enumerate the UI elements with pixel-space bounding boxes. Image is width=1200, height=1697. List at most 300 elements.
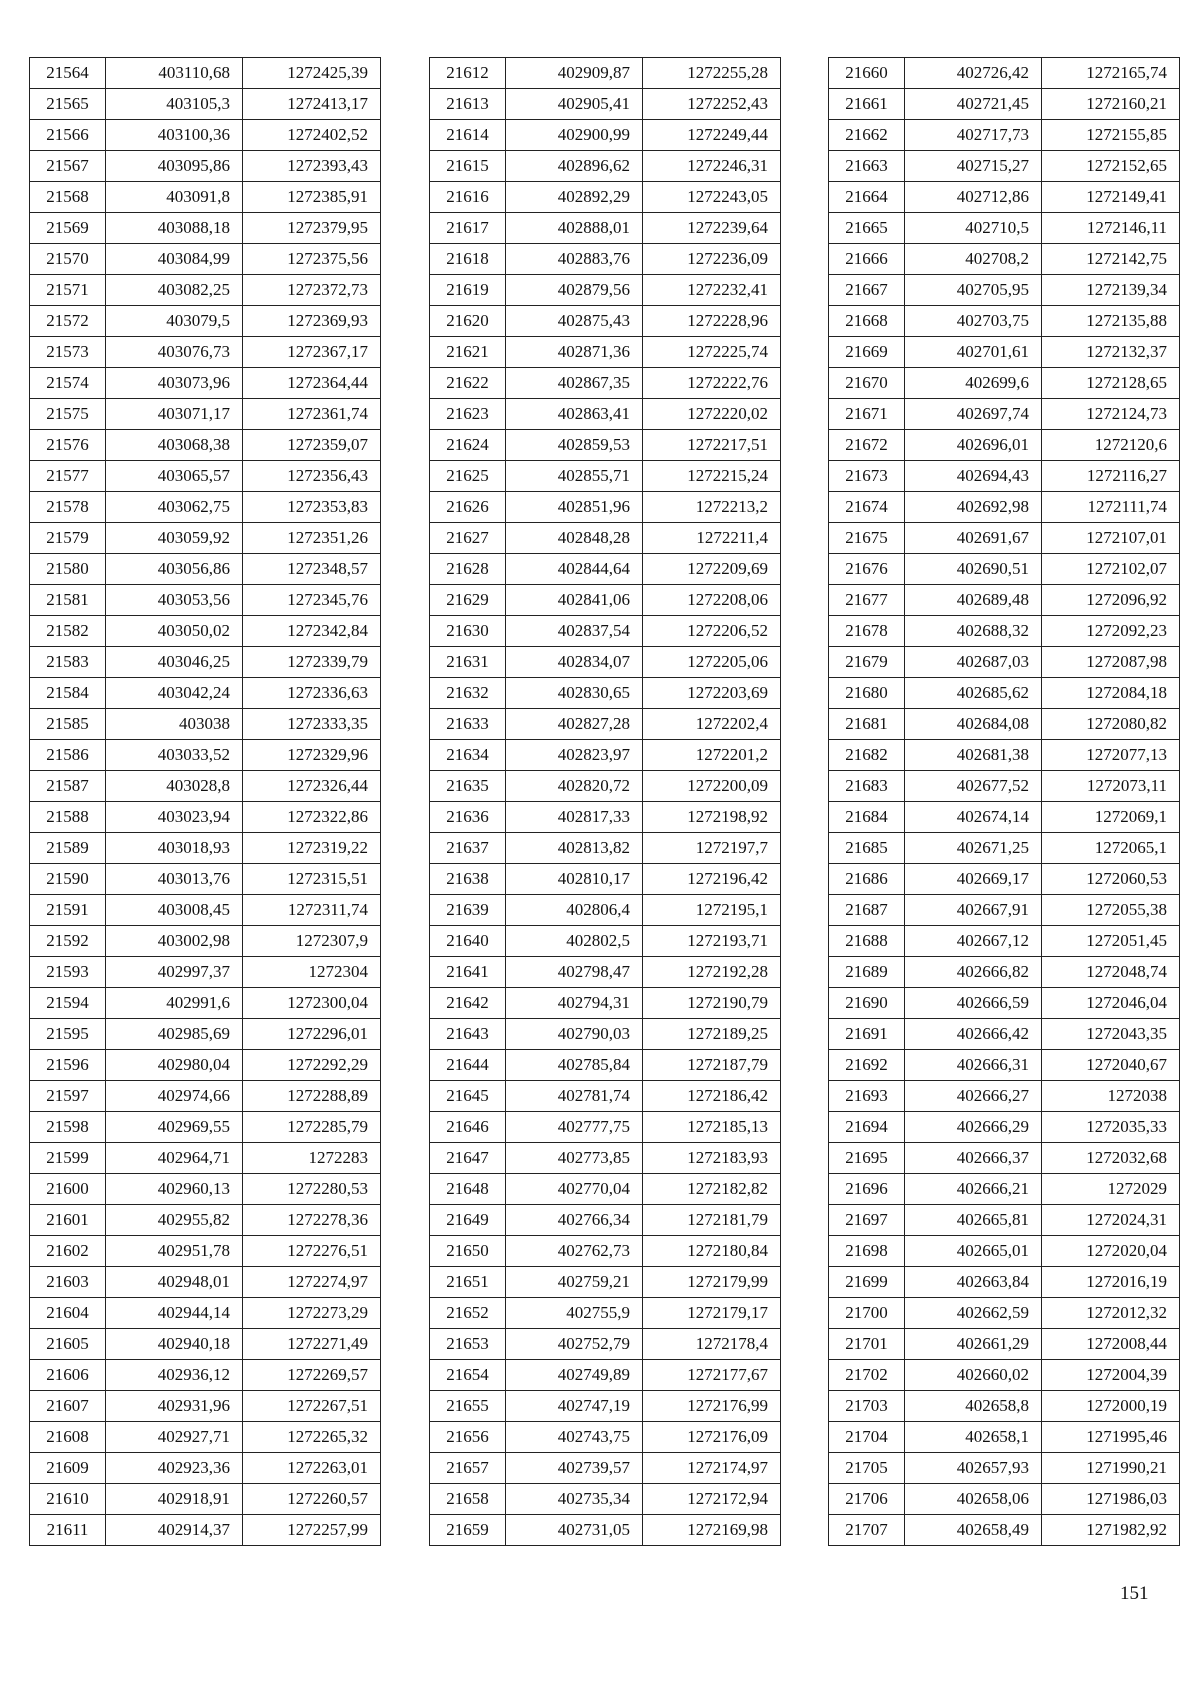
- table-row: [430, 926, 781, 957]
- y-coordinate-cell: 1272135,88: [1042, 306, 1180, 337]
- point-id-cell: 21643: [430, 1019, 506, 1050]
- point-id-cell: 21600: [30, 1174, 106, 1205]
- y-coordinate-cell: 1271982,92: [1042, 1515, 1180, 1546]
- point-id-cell: 21620: [430, 306, 506, 337]
- table-row: [829, 895, 1180, 926]
- x-coordinate-cell: 402810,17: [506, 864, 643, 895]
- x-coordinate-cell: 402667,12: [905, 926, 1042, 957]
- x-coordinate-cell: 402790,03: [506, 1019, 643, 1050]
- point-id-cell: 21590: [30, 864, 106, 895]
- x-coordinate-cell: 402841,06: [506, 585, 643, 616]
- table-row: [30, 554, 381, 585]
- point-id-cell: 21673: [829, 461, 905, 492]
- x-coordinate-cell: 403065,57: [106, 461, 243, 492]
- x-coordinate-cell: 402863,41: [506, 399, 643, 430]
- x-coordinate-cell: 403056,86: [106, 554, 243, 585]
- x-coordinate-cell: 402806,4: [506, 895, 643, 926]
- y-coordinate-cell: 1272155,85: [1042, 120, 1180, 151]
- point-id-cell: 21646: [430, 1112, 506, 1143]
- table-row: [430, 368, 781, 399]
- table-row: [430, 492, 781, 523]
- point-id-cell: 21648: [430, 1174, 506, 1205]
- y-coordinate-cell: 1271986,03: [1042, 1484, 1180, 1515]
- table-row: [430, 1019, 781, 1050]
- table-row: [430, 1391, 781, 1422]
- y-coordinate-cell: 1272369,93: [243, 306, 381, 337]
- table-row: [30, 337, 381, 368]
- x-coordinate-cell: 402710,5: [905, 213, 1042, 244]
- table-row: [430, 213, 781, 244]
- point-id-cell: 21664: [829, 182, 905, 213]
- y-coordinate-cell: 1272222,76: [643, 368, 781, 399]
- table-row: [30, 895, 381, 926]
- table-row: [829, 1236, 1180, 1267]
- point-id-cell: 21654: [430, 1360, 506, 1391]
- table-row: [30, 89, 381, 120]
- table-row: [30, 244, 381, 275]
- table-row: [829, 337, 1180, 368]
- table-row: [430, 1422, 781, 1453]
- table-row: [30, 926, 381, 957]
- table-row: [430, 1484, 781, 1515]
- point-id-cell: 21697: [829, 1205, 905, 1236]
- x-coordinate-cell: 402827,28: [506, 709, 643, 740]
- x-coordinate-cell: 402820,72: [506, 771, 643, 802]
- table-row: [829, 1205, 1180, 1236]
- point-id-cell: 21602: [30, 1236, 106, 1267]
- point-id-cell: 21665: [829, 213, 905, 244]
- point-id-cell: 21675: [829, 523, 905, 554]
- y-coordinate-cell: 1272165,74: [1042, 58, 1180, 89]
- table-row: [430, 616, 781, 647]
- y-coordinate-cell: 1272385,91: [243, 182, 381, 213]
- y-coordinate-cell: 1272073,11: [1042, 771, 1180, 802]
- x-coordinate-cell: 403084,99: [106, 244, 243, 275]
- x-coordinate-cell: 403033,52: [106, 740, 243, 771]
- x-coordinate-cell: 402699,6: [905, 368, 1042, 399]
- y-coordinate-cell: 1272004,39: [1042, 1360, 1180, 1391]
- table-row: [30, 182, 381, 213]
- y-coordinate-cell: 1272300,04: [243, 988, 381, 1019]
- y-coordinate-cell: 1272296,01: [243, 1019, 381, 1050]
- table-row: [30, 492, 381, 523]
- y-coordinate-cell: 1272096,92: [1042, 585, 1180, 616]
- point-id-cell: 21597: [30, 1081, 106, 1112]
- point-id-cell: 21614: [430, 120, 506, 151]
- point-id-cell: 21575: [30, 399, 106, 430]
- table-row: [30, 647, 381, 678]
- x-coordinate-cell: 402960,13: [106, 1174, 243, 1205]
- y-coordinate-cell: 1272239,64: [643, 213, 781, 244]
- table-row: [430, 244, 781, 275]
- table-row: [829, 1081, 1180, 1112]
- table-row: [430, 647, 781, 678]
- table-row: [30, 1422, 381, 1453]
- table-row: [430, 957, 781, 988]
- point-id-cell: 21613: [430, 89, 506, 120]
- y-coordinate-cell: 1272353,83: [243, 492, 381, 523]
- y-coordinate-cell: 1272307,9: [243, 926, 381, 957]
- table-row: [430, 864, 781, 895]
- y-coordinate-cell: 1272035,33: [1042, 1112, 1180, 1143]
- x-coordinate-cell: 402759,21: [506, 1267, 643, 1298]
- y-coordinate-cell: 1272345,76: [243, 585, 381, 616]
- x-coordinate-cell: 402980,04: [106, 1050, 243, 1081]
- x-coordinate-cell: 402991,6: [106, 988, 243, 1019]
- x-coordinate-cell: 403013,76: [106, 864, 243, 895]
- x-coordinate-cell: 402834,07: [506, 647, 643, 678]
- point-id-cell: 21638: [430, 864, 506, 895]
- x-coordinate-cell: 402773,85: [506, 1143, 643, 1174]
- point-id-cell: 21650: [430, 1236, 506, 1267]
- table-row: [430, 740, 781, 771]
- table-row: [829, 1050, 1180, 1081]
- point-id-cell: 21627: [430, 523, 506, 554]
- point-id-cell: 21635: [430, 771, 506, 802]
- x-coordinate-cell: 403068,38: [106, 430, 243, 461]
- y-coordinate-cell: 1272285,79: [243, 1112, 381, 1143]
- table-row: [30, 1484, 381, 1515]
- y-coordinate-cell: 1272342,84: [243, 616, 381, 647]
- x-coordinate-cell: 402666,27: [905, 1081, 1042, 1112]
- table-row: [430, 461, 781, 492]
- x-coordinate-cell: 402701,61: [905, 337, 1042, 368]
- y-coordinate-cell: 1272111,74: [1042, 492, 1180, 523]
- coordinate-table-body: [30, 58, 381, 1546]
- table-row: [829, 182, 1180, 213]
- x-coordinate-cell: 402715,27: [905, 151, 1042, 182]
- x-coordinate-cell: 403076,73: [106, 337, 243, 368]
- y-coordinate-cell: 1272179,17: [643, 1298, 781, 1329]
- table-row: [829, 244, 1180, 275]
- y-coordinate-cell: 1272265,32: [243, 1422, 381, 1453]
- point-id-cell: 21689: [829, 957, 905, 988]
- x-coordinate-cell: 402669,17: [905, 864, 1042, 895]
- x-coordinate-cell: 402955,82: [106, 1205, 243, 1236]
- x-coordinate-cell: 403095,86: [106, 151, 243, 182]
- table-row: [430, 430, 781, 461]
- point-id-cell: 21676: [829, 554, 905, 585]
- table-row: [430, 1329, 781, 1360]
- y-coordinate-cell: 1272276,51: [243, 1236, 381, 1267]
- table-row: [30, 1143, 381, 1174]
- x-coordinate-cell: 402798,47: [506, 957, 643, 988]
- point-id-cell: 21644: [430, 1050, 506, 1081]
- y-coordinate-cell: 1272413,17: [243, 89, 381, 120]
- y-coordinate-cell: 1272283: [243, 1143, 381, 1174]
- x-coordinate-cell: 402743,75: [506, 1422, 643, 1453]
- y-coordinate-cell: 1272198,92: [643, 802, 781, 833]
- point-id-cell: 21593: [30, 957, 106, 988]
- point-id-cell: 21690: [829, 988, 905, 1019]
- y-coordinate-cell: 1272190,79: [643, 988, 781, 1019]
- y-coordinate-cell: 1272132,37: [1042, 337, 1180, 368]
- y-coordinate-cell: 1272016,19: [1042, 1267, 1180, 1298]
- table-row: [829, 368, 1180, 399]
- table-row: [829, 1484, 1180, 1515]
- point-id-cell: 21569: [30, 213, 106, 244]
- y-coordinate-cell: 1272271,49: [243, 1329, 381, 1360]
- y-coordinate-cell: 1272032,68: [1042, 1143, 1180, 1174]
- y-coordinate-cell: 1272211,4: [643, 523, 781, 554]
- x-coordinate-cell: 402830,65: [506, 678, 643, 709]
- y-coordinate-cell: 1272220,02: [643, 399, 781, 430]
- x-coordinate-cell: 402871,36: [506, 337, 643, 368]
- point-id-cell: 21601: [30, 1205, 106, 1236]
- y-coordinate-cell: 1272367,17: [243, 337, 381, 368]
- table-row: [30, 1112, 381, 1143]
- point-id-cell: 21645: [430, 1081, 506, 1112]
- point-id-cell: 21649: [430, 1205, 506, 1236]
- x-coordinate-cell: 402703,75: [905, 306, 1042, 337]
- point-id-cell: 21624: [430, 430, 506, 461]
- y-coordinate-cell: 1272333,35: [243, 709, 381, 740]
- table-row: [829, 1515, 1180, 1546]
- x-coordinate-cell: 403050,02: [106, 616, 243, 647]
- y-coordinate-cell: 1272203,69: [643, 678, 781, 709]
- point-id-cell: 21581: [30, 585, 106, 616]
- table-row: [30, 678, 381, 709]
- table-row: [30, 213, 381, 244]
- x-coordinate-cell: 403059,92: [106, 523, 243, 554]
- y-coordinate-cell: 1272372,73: [243, 275, 381, 306]
- point-id-cell: 21688: [829, 926, 905, 957]
- table-row: [430, 1298, 781, 1329]
- point-id-cell: 21604: [30, 1298, 106, 1329]
- y-coordinate-cell: 1272183,93: [643, 1143, 781, 1174]
- table-row: [30, 306, 381, 337]
- point-id-cell: 21686: [829, 864, 905, 895]
- point-id-cell: 21615: [430, 151, 506, 182]
- y-coordinate-cell: 1272169,98: [643, 1515, 781, 1546]
- y-coordinate-cell: 1272065,1: [1042, 833, 1180, 864]
- x-coordinate-cell: 402684,08: [905, 709, 1042, 740]
- point-id-cell: 21702: [829, 1360, 905, 1391]
- y-coordinate-cell: 1272020,04: [1042, 1236, 1180, 1267]
- table-row: [30, 368, 381, 399]
- x-coordinate-cell: 403110,68: [106, 58, 243, 89]
- x-coordinate-cell: 403088,18: [106, 213, 243, 244]
- table-row: [430, 833, 781, 864]
- x-coordinate-cell: 402712,86: [905, 182, 1042, 213]
- point-id-cell: 21636: [430, 802, 506, 833]
- table-row: [829, 1112, 1180, 1143]
- x-coordinate-cell: 402749,89: [506, 1360, 643, 1391]
- x-coordinate-cell: 402905,41: [506, 89, 643, 120]
- x-coordinate-cell: 402697,74: [905, 399, 1042, 430]
- x-coordinate-cell: 403018,93: [106, 833, 243, 864]
- x-coordinate-cell: 402755,9: [506, 1298, 643, 1329]
- table-row: [829, 306, 1180, 337]
- point-id-cell: 21652: [430, 1298, 506, 1329]
- coordinate-table-right: [828, 57, 1180, 1546]
- y-coordinate-cell: 1272263,01: [243, 1453, 381, 1484]
- x-coordinate-cell: 402848,28: [506, 523, 643, 554]
- point-id-cell: 21582: [30, 616, 106, 647]
- point-id-cell: 21703: [829, 1391, 905, 1422]
- x-coordinate-cell: 402909,87: [506, 58, 643, 89]
- point-id-cell: 21621: [430, 337, 506, 368]
- point-id-cell: 21628: [430, 554, 506, 585]
- x-coordinate-cell: 402667,91: [905, 895, 1042, 926]
- point-id-cell: 21584: [30, 678, 106, 709]
- y-coordinate-cell: 1272364,44: [243, 368, 381, 399]
- table-row: [30, 1081, 381, 1112]
- point-id-cell: 21659: [430, 1515, 506, 1546]
- x-coordinate-cell: 403062,75: [106, 492, 243, 523]
- y-coordinate-cell: 1272215,24: [643, 461, 781, 492]
- x-coordinate-cell: 402658,06: [905, 1484, 1042, 1515]
- x-coordinate-cell: 402660,02: [905, 1360, 1042, 1391]
- x-coordinate-cell: 402823,97: [506, 740, 643, 771]
- point-id-cell: 21577: [30, 461, 106, 492]
- y-coordinate-cell: 1272361,74: [243, 399, 381, 430]
- x-coordinate-cell: 402817,33: [506, 802, 643, 833]
- y-coordinate-cell: 1272336,63: [243, 678, 381, 709]
- y-coordinate-cell: 1272329,96: [243, 740, 381, 771]
- coordinate-table-body: [430, 58, 781, 1546]
- point-id-cell: 21656: [430, 1422, 506, 1453]
- y-coordinate-cell: 1272260,57: [243, 1484, 381, 1515]
- point-id-cell: 21658: [430, 1484, 506, 1515]
- point-id-cell: 21655: [430, 1391, 506, 1422]
- y-coordinate-cell: 1272139,34: [1042, 275, 1180, 306]
- point-id-cell: 21641: [430, 957, 506, 988]
- table-row: [30, 1360, 381, 1391]
- point-id-cell: 21687: [829, 895, 905, 926]
- table-row: [829, 1360, 1180, 1391]
- y-coordinate-cell: 1272339,79: [243, 647, 381, 678]
- y-coordinate-cell: 1272087,98: [1042, 647, 1180, 678]
- point-id-cell: 21605: [30, 1329, 106, 1360]
- y-coordinate-cell: 1272176,99: [643, 1391, 781, 1422]
- y-coordinate-cell: 1272246,31: [643, 151, 781, 182]
- table-row: [30, 1453, 381, 1484]
- table-row: [430, 182, 781, 213]
- point-id-cell: 21640: [430, 926, 506, 957]
- table-row: [430, 306, 781, 337]
- x-coordinate-cell: 402777,75: [506, 1112, 643, 1143]
- table-row: [829, 275, 1180, 306]
- x-coordinate-cell: 402696,01: [905, 430, 1042, 461]
- table-row: [829, 399, 1180, 430]
- coordinate-table-middle: [429, 57, 781, 1546]
- y-coordinate-cell: 1272177,67: [643, 1360, 781, 1391]
- table-row: [430, 895, 781, 926]
- y-coordinate-cell: 1272055,38: [1042, 895, 1180, 926]
- x-coordinate-cell: 402739,57: [506, 1453, 643, 1484]
- y-coordinate-cell: 1272257,99: [243, 1515, 381, 1546]
- y-coordinate-cell: 1272043,35: [1042, 1019, 1180, 1050]
- y-coordinate-cell: 1272181,79: [643, 1205, 781, 1236]
- x-coordinate-cell: 403082,25: [106, 275, 243, 306]
- y-coordinate-cell: 1272236,09: [643, 244, 781, 275]
- x-coordinate-cell: 403100,36: [106, 120, 243, 151]
- point-id-cell: 21661: [829, 89, 905, 120]
- x-coordinate-cell: 402671,25: [905, 833, 1042, 864]
- table-row: [30, 120, 381, 151]
- x-coordinate-cell: 402747,19: [506, 1391, 643, 1422]
- point-id-cell: 21670: [829, 368, 905, 399]
- point-id-cell: 21606: [30, 1360, 106, 1391]
- x-coordinate-cell: 402690,51: [905, 554, 1042, 585]
- point-id-cell: 21682: [829, 740, 905, 771]
- table-row: [829, 523, 1180, 554]
- point-id-cell: 21566: [30, 120, 106, 151]
- y-coordinate-cell: 1272102,07: [1042, 554, 1180, 585]
- table-row: [829, 58, 1180, 89]
- point-id-cell: 21647: [430, 1143, 506, 1174]
- point-id-cell: 21680: [829, 678, 905, 709]
- y-coordinate-cell: 1272274,97: [243, 1267, 381, 1298]
- point-id-cell: 21576: [30, 430, 106, 461]
- y-coordinate-cell: 1272120,6: [1042, 430, 1180, 461]
- table-row: [30, 1515, 381, 1546]
- table-row: [30, 430, 381, 461]
- y-coordinate-cell: 1272356,43: [243, 461, 381, 492]
- point-id-cell: 21694: [829, 1112, 905, 1143]
- x-coordinate-cell: 403008,45: [106, 895, 243, 926]
- y-coordinate-cell: 1272051,45: [1042, 926, 1180, 957]
- point-id-cell: 21698: [829, 1236, 905, 1267]
- point-id-cell: 21634: [430, 740, 506, 771]
- table-row: [30, 58, 381, 89]
- point-id-cell: 21608: [30, 1422, 106, 1453]
- y-coordinate-cell: 1272182,82: [643, 1174, 781, 1205]
- point-id-cell: 21692: [829, 1050, 905, 1081]
- table-row: [430, 58, 781, 89]
- y-coordinate-cell: 1272315,51: [243, 864, 381, 895]
- x-coordinate-cell: 402875,43: [506, 306, 643, 337]
- x-coordinate-cell: 402914,37: [106, 1515, 243, 1546]
- x-coordinate-cell: 403071,17: [106, 399, 243, 430]
- table-row: [30, 802, 381, 833]
- coordinate-table-body: [829, 58, 1180, 1546]
- table-row: [30, 523, 381, 554]
- y-coordinate-cell: 1272149,41: [1042, 182, 1180, 213]
- x-coordinate-cell: 403046,25: [106, 647, 243, 678]
- y-coordinate-cell: 1272024,31: [1042, 1205, 1180, 1236]
- page-number: 151: [1120, 1583, 1149, 1604]
- point-id-cell: 21607: [30, 1391, 106, 1422]
- table-row: [430, 802, 781, 833]
- table-row: [829, 1329, 1180, 1360]
- table-row: [430, 554, 781, 585]
- y-coordinate-cell: 1272249,44: [643, 120, 781, 151]
- point-id-cell: 21568: [30, 182, 106, 213]
- y-coordinate-cell: 1272326,44: [243, 771, 381, 802]
- point-id-cell: 21632: [430, 678, 506, 709]
- x-coordinate-cell: 403053,56: [106, 585, 243, 616]
- point-id-cell: 21595: [30, 1019, 106, 1050]
- table-row: [30, 1298, 381, 1329]
- y-coordinate-cell: 1272304: [243, 957, 381, 988]
- point-id-cell: 21663: [829, 151, 905, 182]
- y-coordinate-cell: 1272269,57: [243, 1360, 381, 1391]
- point-id-cell: 21586: [30, 740, 106, 771]
- point-id-cell: 21707: [829, 1515, 905, 1546]
- table-row: [829, 926, 1180, 957]
- y-coordinate-cell: 1272267,51: [243, 1391, 381, 1422]
- x-coordinate-cell: 402657,93: [905, 1453, 1042, 1484]
- x-coordinate-cell: 402948,01: [106, 1267, 243, 1298]
- x-coordinate-cell: 402785,84: [506, 1050, 643, 1081]
- table-row: [430, 1205, 781, 1236]
- y-coordinate-cell: 1272060,53: [1042, 864, 1180, 895]
- point-id-cell: 21619: [430, 275, 506, 306]
- table-row: [430, 120, 781, 151]
- point-id-cell: 21657: [430, 1453, 506, 1484]
